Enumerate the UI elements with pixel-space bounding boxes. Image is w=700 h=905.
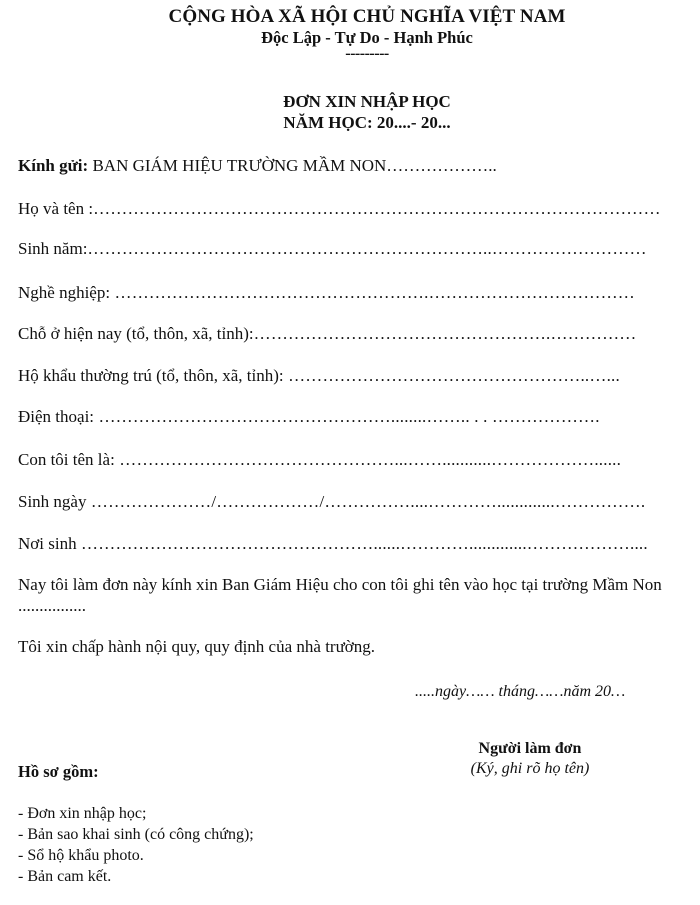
field-occupation[interactable] (18, 283, 635, 303)
field-full-name[interactable] (18, 199, 661, 219)
document-title: ĐƠN XIN NHẬP HỌC (283, 92, 451, 111)
date-line: .....ngày…… tháng……năm 20… (415, 683, 626, 700)
field-blank[interactable]: ……………………………………………..…... (283, 366, 620, 385)
field-blank[interactable]: ……………………………………………........…….. . . ………………. (94, 407, 600, 426)
header-divider: --------- (345, 45, 389, 62)
field-label: Con tôi tên là: (18, 450, 115, 469)
field-child-name[interactable] (18, 450, 621, 470)
field-blank[interactable]: ……………………………………………………………..……………………… (87, 239, 647, 258)
dossier-heading: Hồ sơ gồm: (18, 762, 99, 781)
dossier-item: - Đơn xin nhập học; (18, 805, 147, 822)
field-phone[interactable] (18, 407, 600, 427)
field-blank[interactable]: …………………………………………….…………… (253, 324, 637, 343)
field-label: Nơi sinh (18, 534, 77, 553)
field-birth-year[interactable] (18, 239, 647, 259)
dossier-item: - Bản cam kết. (18, 868, 112, 885)
recipient-label: Kính gửi: (18, 156, 89, 175)
country-header: CỘNG HÒA XÃ HỘI CHỦ NGHĨA VIỆT NAM (168, 6, 566, 27)
national-motto: Độc Lập - Tự Do - Hạnh Phúc (261, 28, 473, 47)
dossier-item: - Bản sao khai sinh (có công chứng); (18, 826, 254, 843)
field-permanent-residence[interactable] (18, 366, 620, 386)
recipient-line (18, 156, 497, 176)
field-label: Điện thoại: (18, 407, 95, 426)
signer-title: Người làm đơn (478, 740, 582, 757)
field-blank[interactable]: ……………………………………………………………………………………… (93, 199, 661, 218)
field-current-address[interactable] (18, 324, 637, 344)
signer-note: (Ký, ghi rõ họ tên) (470, 760, 590, 777)
field-place-of-birth[interactable] (18, 534, 648, 554)
dossier-list (18, 803, 254, 887)
field-blank[interactable]: …………………/………………/……………....………….............……………. (86, 492, 646, 511)
field-label: Sinh năm: (18, 239, 88, 258)
field-blank[interactable]: ……………………………………………….……………………………… (110, 283, 635, 302)
field-label: Hộ khẩu thường trú (tổ, thôn, xã, tỉnh): (18, 366, 284, 385)
field-date-of-birth[interactable] (18, 492, 645, 512)
field-label: Sinh ngày (18, 492, 87, 511)
dossier-item: - Sổ hộ khẩu photo. (18, 847, 144, 864)
request-paragraph: Nay tôi làm đơn này kính xin Ban Giám Hiệu cho con tôi ghi tên vào học tại trường Mầm Non ................ (18, 575, 662, 615)
field-blank[interactable]: …………………………………………...……...........………………...... (114, 450, 622, 469)
school-year: NĂM HỌC: 20....- 20... (283, 113, 451, 132)
field-label: Nghề nghiệp: (18, 283, 111, 302)
field-blank[interactable]: ……………………………………………......………….............……………….... (76, 534, 648, 553)
field-label: Họ và tên : (18, 199, 94, 218)
field-label: Chỗ ở hiện nay (tổ, thôn, xã, tỉnh): (18, 324, 254, 343)
signature-block (440, 739, 620, 779)
commitment-paragraph: Tôi xin chấp hành nội quy, quy định của nhà trường. (18, 637, 376, 656)
recipient-value: BAN GIÁM HIỆU TRƯỜNG MẦM NON……………….. (88, 156, 497, 175)
